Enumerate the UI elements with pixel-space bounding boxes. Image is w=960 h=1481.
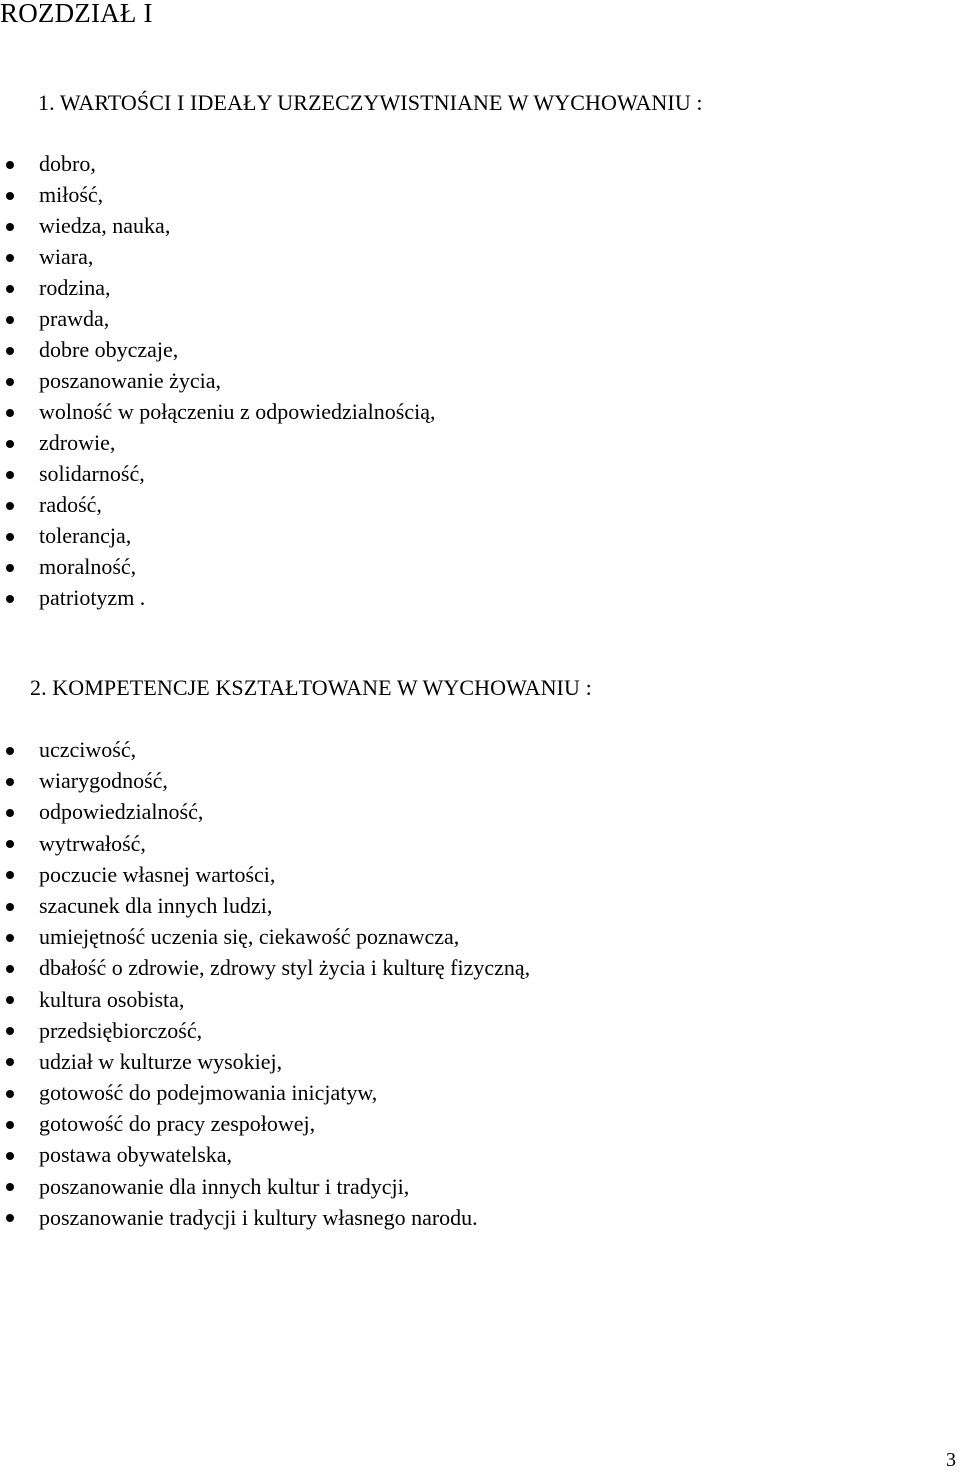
list-item <box>0 520 435 551</box>
chapter-title: ROZDZIAŁ I <box>0 0 153 28</box>
bullet-icon <box>6 1183 14 1191</box>
bullet-icon <box>6 809 14 817</box>
bullet-icon <box>6 1121 14 1129</box>
list-item-text: moralność, <box>39 554 137 579</box>
bullet-icon <box>6 533 14 541</box>
list-item-text: uczciwość, <box>39 737 137 762</box>
bullet-icon <box>6 840 14 848</box>
bullet-icon <box>6 192 14 200</box>
list-item <box>0 427 435 458</box>
list-item-text: dobro, <box>39 151 96 176</box>
list-item <box>0 489 435 520</box>
bullet-icon <box>6 316 14 324</box>
list-item-text: dbałość o zdrowie, zdrowy styl życia i kulturę fizyczną, <box>39 955 531 981</box>
bullet-icon <box>6 1027 14 1035</box>
bullet-icon <box>6 595 14 603</box>
section-1-heading: 1. WARTOŚCI I IDEAŁY URZECZYWISTNIANE W WYCHOWANIU : <box>38 90 703 115</box>
list-item-text: szacunek dla innych ludzi, <box>39 892 273 918</box>
bullet-icon <box>6 1090 14 1098</box>
bullet-icon <box>6 223 14 231</box>
list-item-text: rodzina, <box>39 275 111 300</box>
list-item-text: poszanowanie życia, <box>39 368 222 393</box>
list-item <box>0 272 435 303</box>
competencies-list <box>0 734 530 1233</box>
list-item-text: zdrowie, <box>39 430 116 455</box>
list-item-text: przedsiębiorczość, <box>39 1017 203 1043</box>
list-item-text: kultura osobista, <box>39 986 185 1012</box>
list-item-text: gotowość do pracy zespołowej, <box>39 1111 316 1137</box>
list-item <box>0 458 435 489</box>
list-item <box>0 1108 530 1139</box>
bullet-icon <box>6 903 14 911</box>
list-item <box>0 1139 530 1170</box>
bullet-icon <box>6 378 14 386</box>
bullet-icon <box>6 871 14 879</box>
list-item-text: postawa obywatelska, <box>39 1142 233 1168</box>
list-item <box>0 1015 530 1046</box>
bullet-icon <box>6 409 14 417</box>
bullet-icon <box>6 347 14 355</box>
list-item-text: miłość, <box>39 182 104 207</box>
list-item <box>0 796 530 827</box>
list-item <box>0 396 435 427</box>
list-item-text: gotowość do podejmowania inicjatyw, <box>39 1080 378 1106</box>
list-item <box>0 334 435 365</box>
bullet-icon <box>6 285 14 293</box>
bullet-icon <box>6 254 14 262</box>
bullet-icon <box>6 778 14 786</box>
list-item <box>0 734 530 765</box>
page-number: 3 <box>946 1449 956 1471</box>
list-item <box>0 241 435 272</box>
bullet-icon <box>6 471 14 479</box>
list-item-text: wolność w połączeniu z odpowiedzialnością, <box>39 399 436 424</box>
list-item <box>0 765 530 796</box>
section-2-heading: 2. KOMPETENCJE KSZTAŁTOWANE W WYCHOWANIU : <box>30 675 592 700</box>
bullet-icon <box>6 1214 14 1222</box>
list-item <box>0 1171 530 1202</box>
list-item-text: poszanowanie tradycji i kultury własnego narodu. <box>39 1204 478 1230</box>
list-item <box>0 210 435 241</box>
list-item-text: patriotyzm . <box>39 585 146 610</box>
list-item-text: tolerancja, <box>39 523 132 548</box>
list-item <box>0 890 530 921</box>
list-item <box>0 859 530 890</box>
list-item <box>0 148 435 179</box>
list-item-text: poczucie własnej wartości, <box>39 861 276 887</box>
list-item <box>0 582 435 613</box>
values-list <box>0 148 435 613</box>
list-item <box>0 984 530 1015</box>
list-item <box>0 303 435 334</box>
bullet-icon <box>6 564 14 572</box>
bullet-icon <box>6 161 14 169</box>
bullet-icon <box>6 502 14 510</box>
list-item-text: dobre obyczaje, <box>39 337 179 362</box>
bullet-icon <box>6 934 14 942</box>
list-item-text: radość, <box>39 492 102 517</box>
bullet-icon <box>6 747 14 755</box>
list-item <box>0 179 435 210</box>
bullet-icon <box>6 1058 14 1066</box>
bullet-icon <box>6 1152 14 1160</box>
bullet-icon <box>6 996 14 1004</box>
bullet-icon <box>6 965 14 973</box>
list-item <box>0 1202 530 1233</box>
list-item-text: wiedza, nauka, <box>39 213 171 238</box>
list-item <box>0 828 530 859</box>
list-item <box>0 551 435 582</box>
list-item-text: wiarygodność, <box>39 768 168 794</box>
list-item <box>0 1077 530 1108</box>
list-item-text: wiara, <box>39 244 94 269</box>
list-item <box>0 365 435 396</box>
list-item <box>0 921 530 952</box>
bullet-icon <box>6 440 14 448</box>
list-item <box>0 1046 530 1077</box>
list-item-text: prawda, <box>39 306 110 331</box>
list-item-text: odpowiedzialność, <box>39 799 204 825</box>
list-item-text: wytrwałość, <box>39 830 146 856</box>
list-item <box>0 952 530 983</box>
list-item-text: umiejętność uczenia się, ciekawość poznawcza, <box>39 924 460 950</box>
list-item-text: solidarność, <box>39 461 145 486</box>
list-item-text: poszanowanie dla innych kultur i tradycji, <box>39 1173 410 1199</box>
list-item-text: udział w kulturze wysokiej, <box>39 1048 283 1074</box>
